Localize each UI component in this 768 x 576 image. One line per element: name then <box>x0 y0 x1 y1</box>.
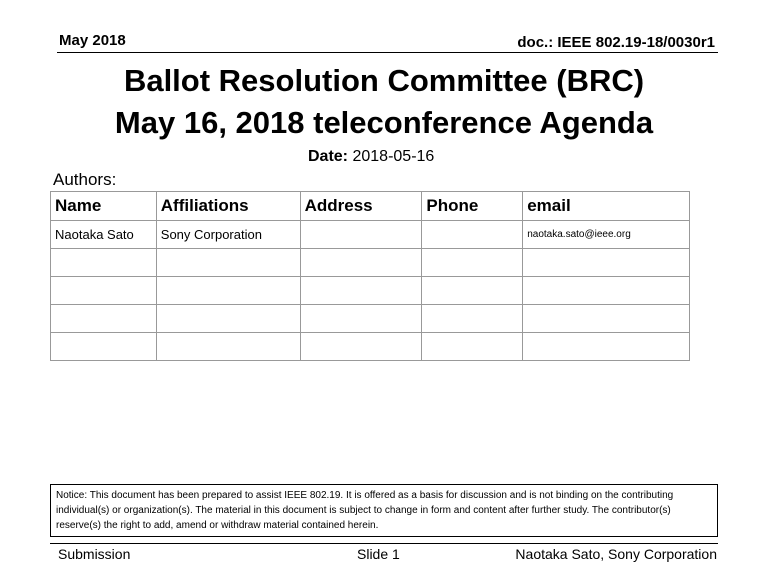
header-divider <box>57 52 718 53</box>
table-cell <box>422 305 523 333</box>
table-row <box>51 221 690 249</box>
table-cell <box>51 333 157 361</box>
column-header-email: email <box>523 192 690 221</box>
table-cell <box>51 305 157 333</box>
footer-slide-number: Slide 1 <box>357 546 400 562</box>
table-row <box>51 305 690 333</box>
footer-submission: Submission <box>58 546 131 562</box>
date-label: Date: <box>308 148 349 165</box>
notice-box: Notice: This document has been prepared to assist IEEE 802.19. It is offered as a basis for discussion and is not binding on the contributing individual(s) or organization(s). The material in this document is subject to change in form and content after further study. The contributor(s) reserve(s) the right to add, amend or withdraw material contained herein. <box>50 484 718 537</box>
table-cell <box>422 249 523 277</box>
authors-table <box>50 191 690 361</box>
footer-author: Naotaka Sato, Sony Corporation <box>515 546 717 562</box>
table-cell <box>523 249 690 277</box>
table-cell <box>422 333 523 361</box>
table-cell <box>156 277 300 305</box>
title-line-2: May 16, 2018 teleconference Agenda <box>114 105 654 140</box>
date-line <box>308 148 434 166</box>
table-cell <box>300 333 422 361</box>
table-cell <box>156 305 300 333</box>
table-cell <box>156 249 300 277</box>
table-cell <box>523 333 690 361</box>
table-cell <box>523 305 690 333</box>
table-cell <box>422 277 523 305</box>
table-cell <box>51 277 157 305</box>
table-row <box>51 277 690 305</box>
header-doc-id: doc.: IEEE 802.19-18/0030r1 <box>517 34 715 51</box>
table-row <box>51 333 690 361</box>
footer-divider <box>50 543 718 544</box>
table-cell <box>300 249 422 277</box>
column-header-name: Name <box>51 192 157 221</box>
title-line-1: Ballot Resolution Committee (BRC) <box>123 63 645 98</box>
author-phone-cell <box>422 221 523 249</box>
author-email-cell: naotaka.sato@ieee.org <box>523 221 690 249</box>
date-value: 2018-05-16 <box>352 148 435 165</box>
table-cell <box>523 277 690 305</box>
authors-header-row <box>51 192 690 221</box>
table-row <box>51 249 690 277</box>
authors-label: Authors: <box>53 170 117 189</box>
table-cell <box>300 305 422 333</box>
author-name-cell: Naotaka Sato <box>51 221 157 249</box>
author-affiliation-cell: Sony Corporation <box>156 221 300 249</box>
column-header-phone: Phone <box>422 192 523 221</box>
header-date: May 2018 <box>59 32 126 49</box>
table-cell <box>300 277 422 305</box>
slide-title <box>0 60 768 144</box>
column-header-address: Address <box>300 192 422 221</box>
table-cell <box>156 333 300 361</box>
author-address-cell <box>300 221 422 249</box>
column-header-affiliations: Affiliations <box>156 192 300 221</box>
table-cell <box>51 249 157 277</box>
